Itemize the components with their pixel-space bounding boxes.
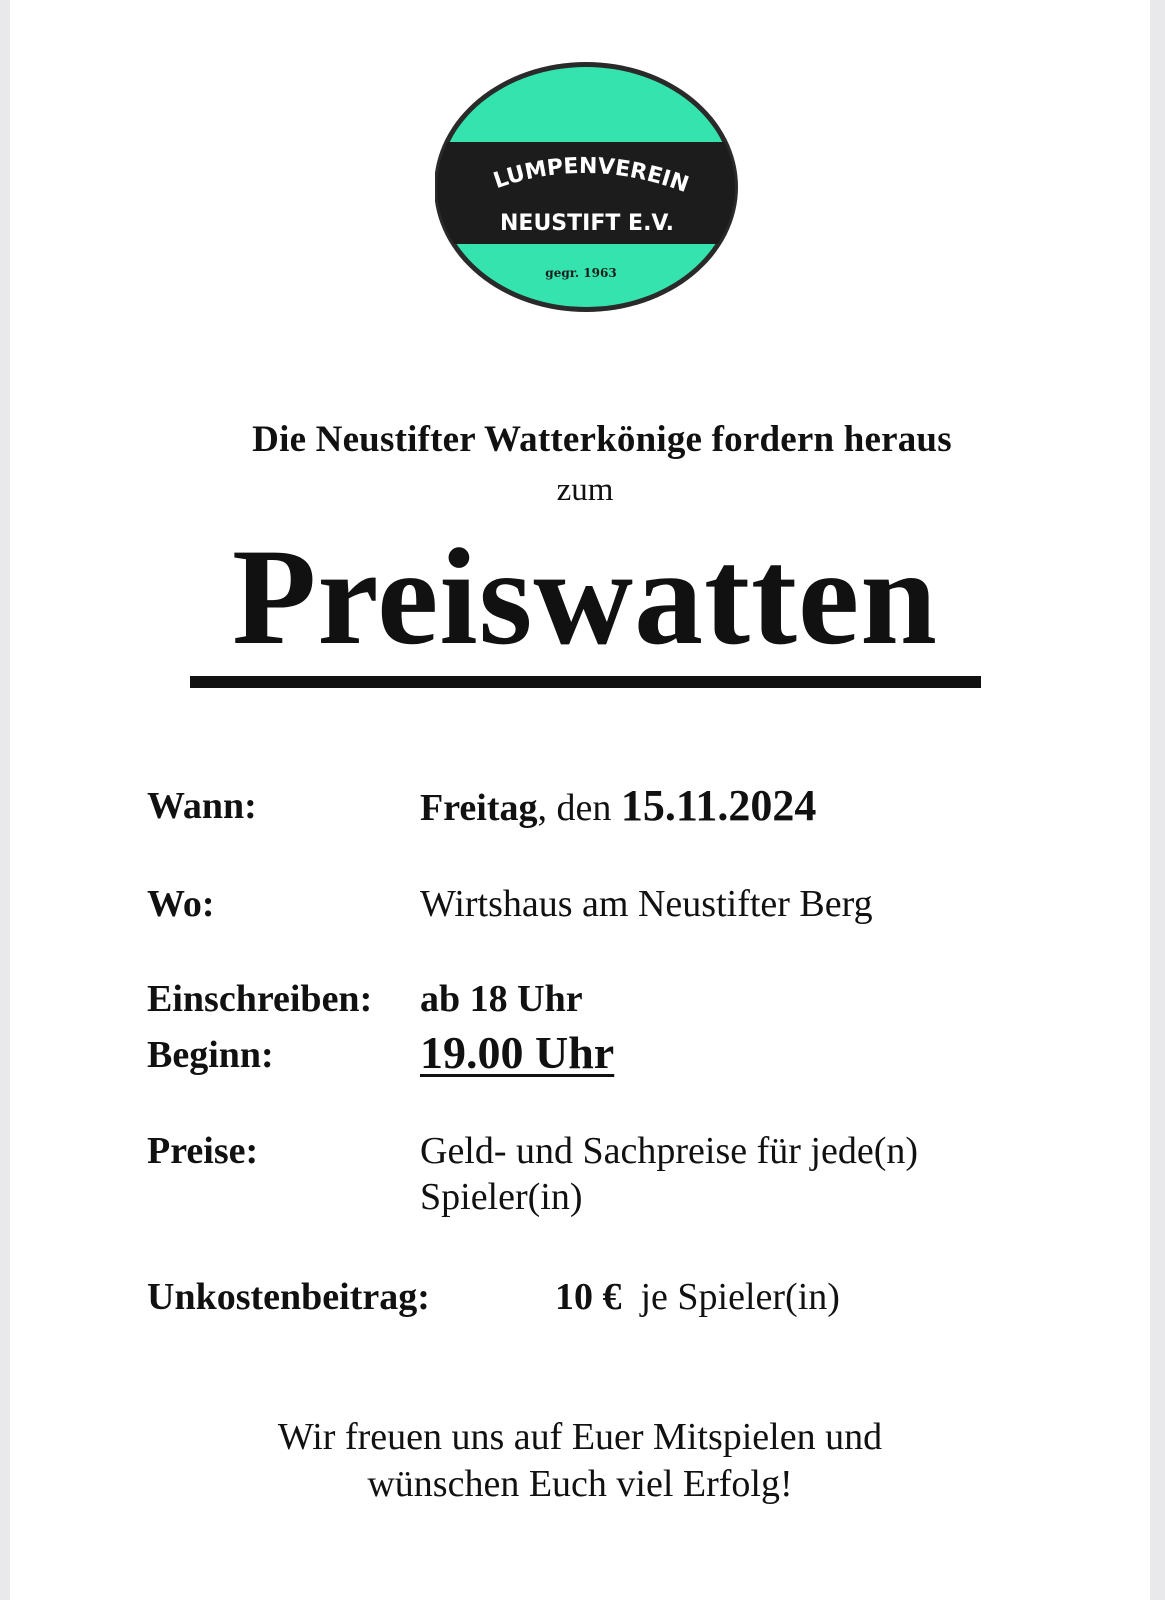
value-preise-line1: Geld- und Sachpreise für jede(n): [420, 1130, 919, 1172]
label-beginn: Beginn:: [147, 1034, 274, 1076]
logo-founded: gegr. 1963: [545, 266, 617, 280]
value-wann-date: 15.11.2024: [620, 781, 817, 830]
label-preise: Preise:: [147, 1130, 259, 1172]
page-title: Preiswatten: [232, 520, 938, 673]
value-beginn-time: 19.00 Uhr: [420, 1027, 615, 1078]
club-logo: [435, 60, 745, 320]
closing-line2: wünschen Euch viel Erfolg!: [367, 1463, 793, 1505]
title-underline: [190, 676, 981, 688]
logo-arc-text: LUMPENVEREIN: [490, 153, 692, 198]
value-unkosten-per: je Spieler(in): [640, 1276, 840, 1318]
logo-line2: NEUSTIFT E.V.: [500, 211, 674, 236]
label-wo: Wo:: [147, 883, 215, 925]
intro-zum: zum: [556, 472, 614, 508]
intro-headline: Die Neustifter Watterkönige fordern heraus: [252, 419, 952, 460]
label-einschreiben: Einschreiben:: [147, 978, 373, 1020]
value-beginn: [420, 1025, 614, 1080]
flyer-page: [10, 0, 1150, 1600]
value-unkosten-amount: 10 €: [555, 1276, 622, 1318]
value-unkosten: [555, 1275, 840, 1321]
value-wo: Wirtshaus am Neustifter Berg: [420, 883, 873, 925]
value-einschreiben: ab 18 Uhr: [420, 978, 583, 1020]
closing-line1: Wir freuen uns auf Euer Mitspielen und: [277, 1416, 883, 1458]
label-unkosten: Unkostenbeitrag:: [147, 1276, 430, 1318]
label-wann: Wann:: [147, 785, 257, 827]
value-preise-line2: Spieler(in): [420, 1176, 583, 1218]
value-wann-day: Freitag: [420, 787, 538, 829]
value-wann-sep: , den: [537, 787, 621, 829]
value-wann: [420, 780, 816, 833]
